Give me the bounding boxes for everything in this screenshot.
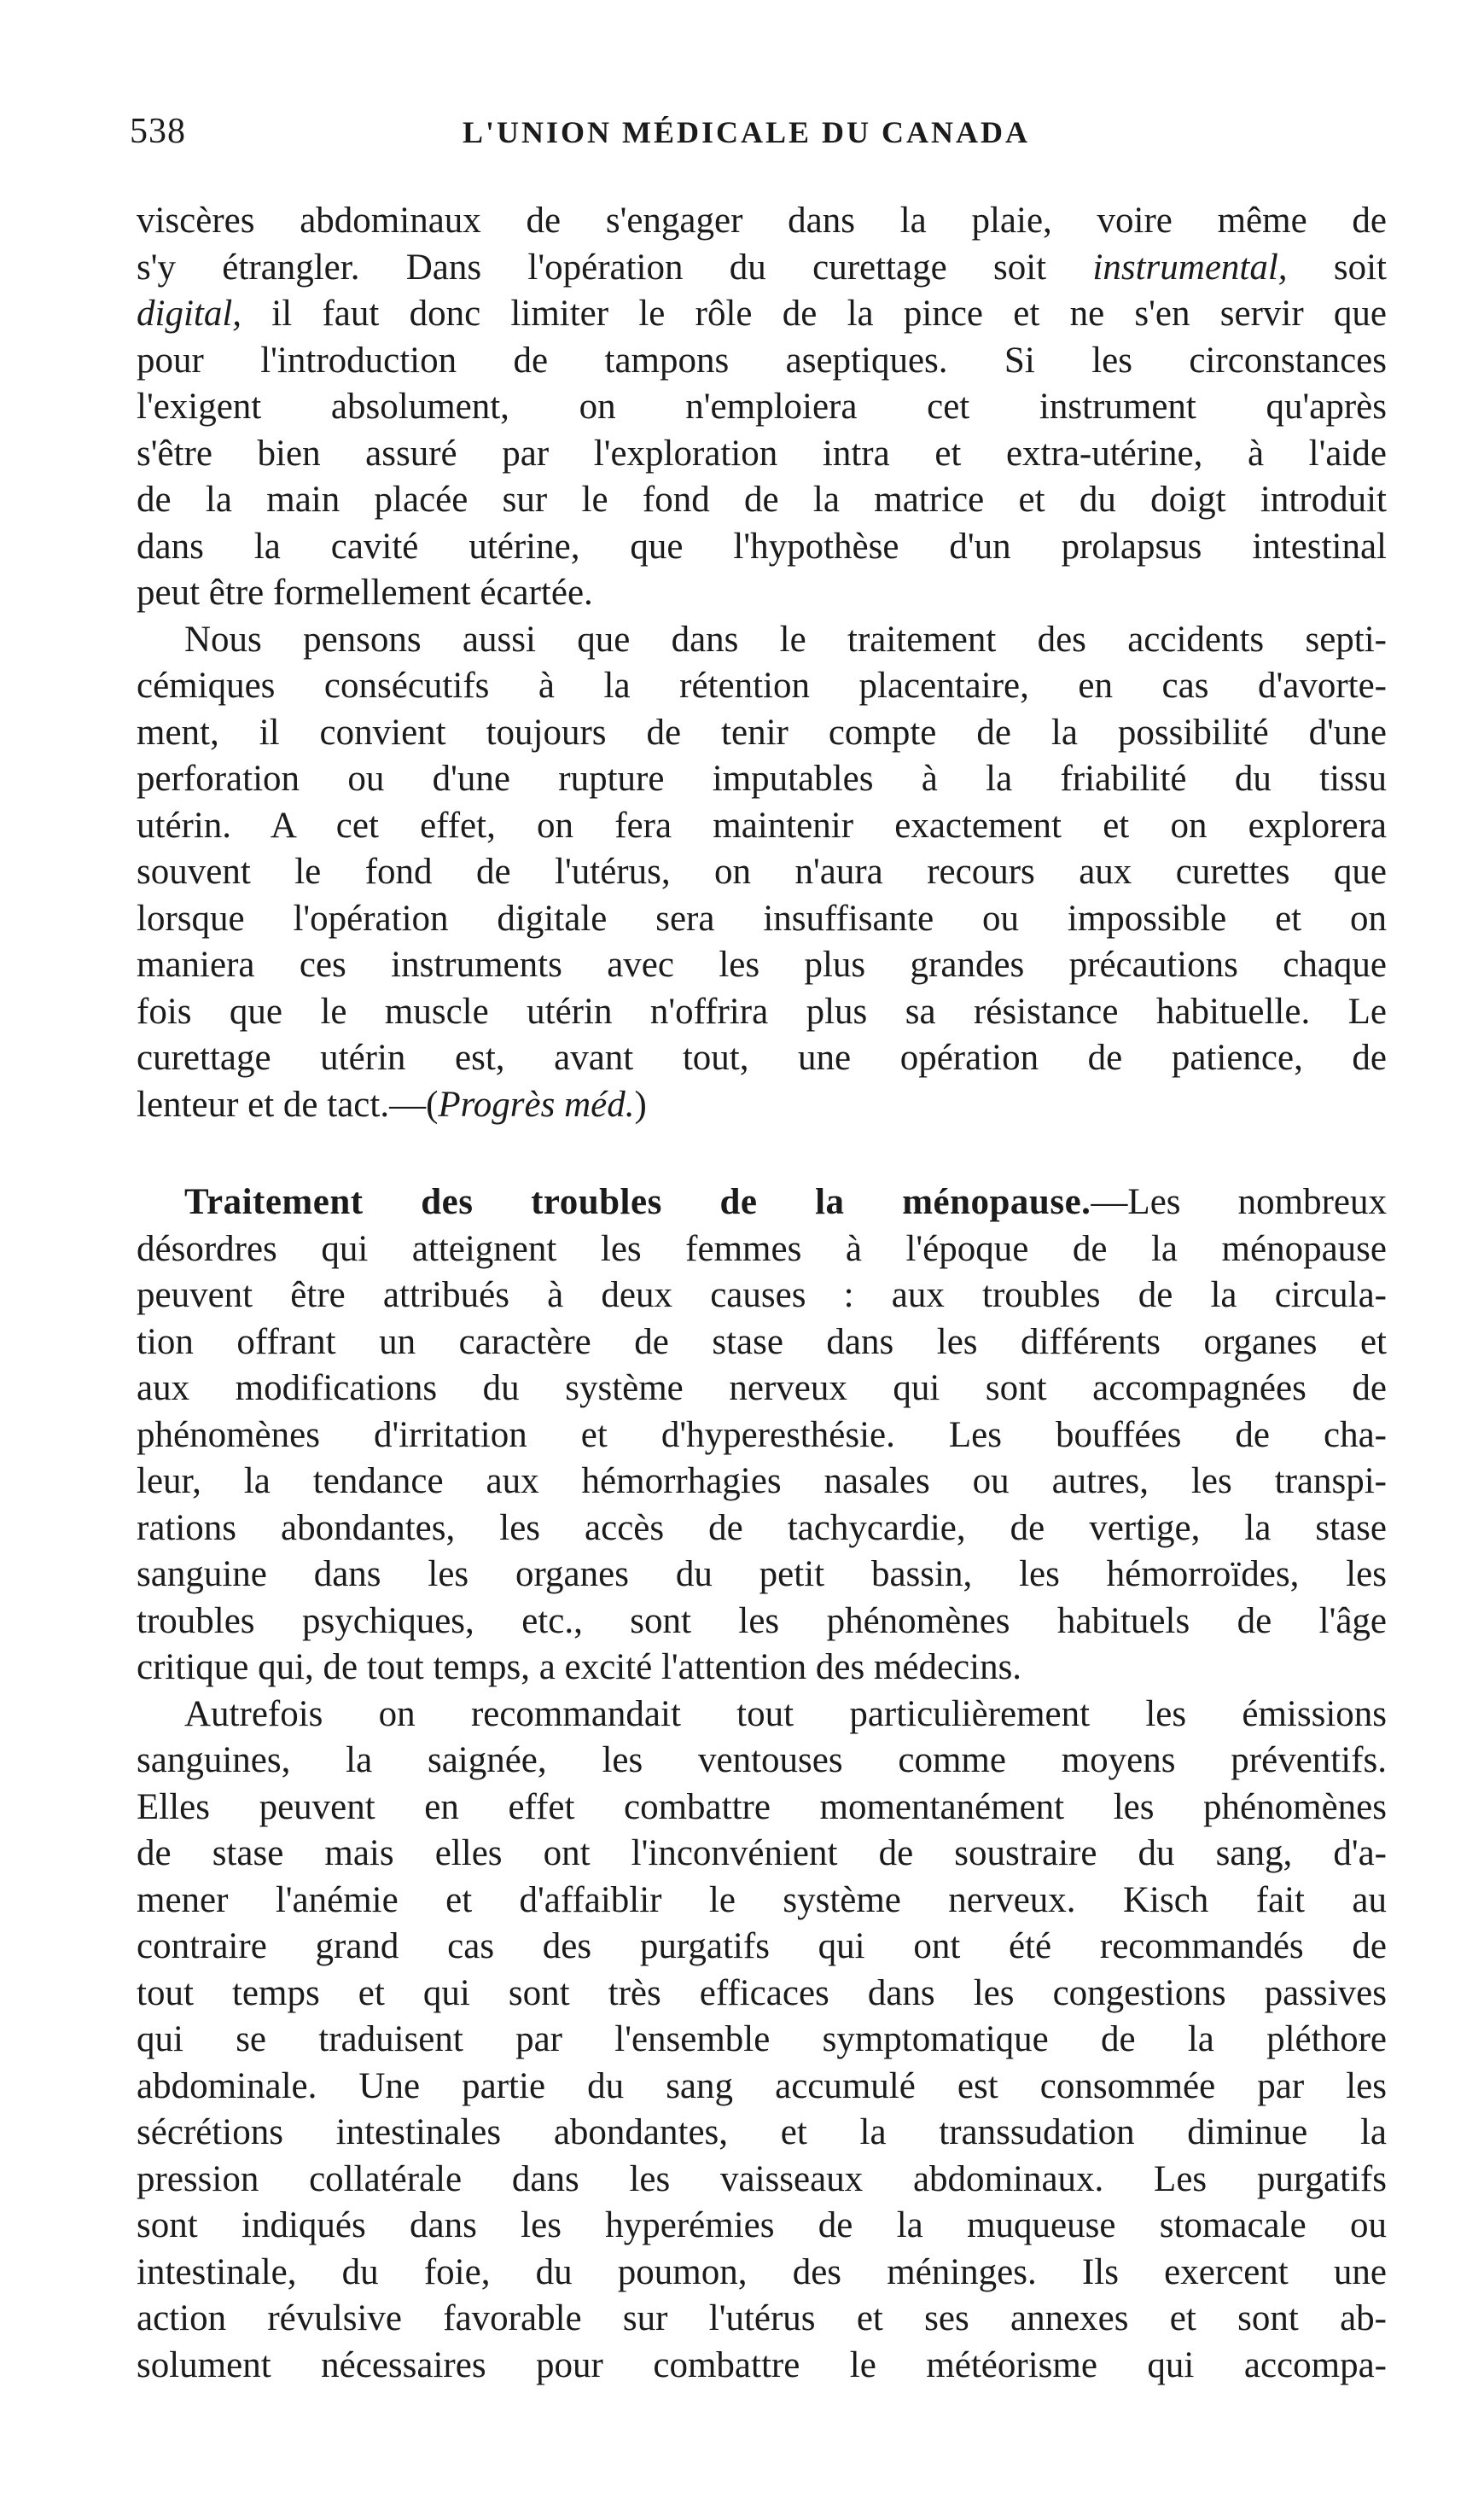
text-line: solument nécessaires pour combattre le météorisme qui accompa- xyxy=(137,2344,1387,2385)
text-line: curettage utérin est, avant tout, une opération de patience, de xyxy=(137,1038,1387,1078)
paragraph-curettage xyxy=(137,198,1387,617)
text-fragment: Les nombreux xyxy=(1127,1182,1388,1222)
text-line: dans la cavité utérine, que l'hypothèse d'un prolapsus intestinal xyxy=(137,526,1387,567)
paragraph-septicemic xyxy=(137,617,1387,1129)
text-line: peuvent être attribués à deux causes : aux troubles de la circula- xyxy=(137,1275,1387,1315)
text-line: souvent le fond de l'utérus, on n'aura recours aux curettes que xyxy=(137,852,1387,892)
text-line: rations abondantes, les accès de tachycardie, de vertige, la stase xyxy=(137,1507,1387,1548)
text-line: troubles psychiques, etc., sont les phénomènes habituels de l'âge xyxy=(137,1600,1387,1641)
text-line: lenteur et de tact.—(Progrès méd.) xyxy=(137,1084,647,1125)
text-line: sanguines, la saignée, les ventouses comme moyens préventifs. xyxy=(137,1740,1387,1780)
text-line: cémiques consécutifs à la rétention placentaire, en cas d'avorte- xyxy=(137,666,1387,706)
text-line: s'être bien assuré par l'exploration intra et extra-utérine, à l'aide xyxy=(137,433,1387,474)
text-line: lorsque l'opération digitale sera insuffisante ou impossible et on xyxy=(137,898,1387,939)
text-line: maniera ces instruments avec les plus grandes précautions chaque xyxy=(137,945,1387,985)
text-line: tout temps et qui sont très efficaces dans les congestions passives xyxy=(137,1972,1387,2013)
page-number: 538 xyxy=(130,112,186,151)
text-line: de la main placée sur le fond de la matrice et du doigt introduit xyxy=(137,480,1387,520)
section-menopause xyxy=(137,1179,1387,1692)
text-line: digital, il faut donc limiter le rôle de la pince et ne s'en servir que xyxy=(137,294,1387,334)
text-line: mener l'anémie et d'affaiblir le système nerveux. Kisch fait au xyxy=(137,1879,1387,1920)
text-line: pour l'introduction de tampons aseptiques. Si les circonstances xyxy=(137,340,1387,381)
text-line: sécrétions intestinales abondantes, et la transsudation diminue la xyxy=(137,2112,1387,2152)
text-line: intestinale, du foie, du poumon, des méninges. Ils exercent une xyxy=(137,2251,1387,2292)
running-title: L'UNION MÉDICALE DU CANADA xyxy=(463,115,1031,149)
section-title: Traitement des troubles de la ménopause. xyxy=(184,1182,1091,1222)
text-line: phénomènes d'irritation et d'hyperesthésie. Les bouffées de cha- xyxy=(137,1414,1387,1455)
text-line: s'y étrangler. Dans l'opération du curettage soit instrumental, soit xyxy=(137,247,1387,288)
text-line: pression collatérale dans les vaisseaux abdominaux. Les purgatifs xyxy=(137,2158,1387,2199)
article-body xyxy=(137,198,1387,2389)
text-line: qui se traduisent par l'ensemble symptomatique de la pléthore xyxy=(137,2019,1387,2059)
text-line: fois que le muscle utérin n'offrira plus sa résistance habituelle. Le xyxy=(137,991,1387,1032)
text-line: peut être formellement écartée. xyxy=(137,573,593,613)
text-line: l'exigent absolument, on n'emploiera cet instrument qu'après xyxy=(137,387,1387,427)
section-heading-line xyxy=(137,1179,1387,1226)
text-line: utérin. A cet effet, on fera maintenir exactement et on explorera xyxy=(137,805,1387,846)
text-line: ment, il convient toujours de tenir compte de la possibilité d'une xyxy=(137,712,1387,753)
text-line: sanguine dans les organes du petit bassin, les hémorroïdes, les xyxy=(137,1554,1387,1594)
text-line: sont indiqués dans les hyperémies de la muqueuse stomacale ou xyxy=(137,2205,1387,2245)
text-line: Elles peuvent en effet combattre momentanément les phénomènes xyxy=(137,1786,1387,1827)
title-dash: — xyxy=(1091,1182,1128,1222)
text-line: Nous pensons aussi que dans le traitement des accidents septi- xyxy=(184,619,1387,660)
text-line: leur, la tendance aux hémorrhagies nasales ou autres, les transpi- xyxy=(137,1461,1387,1501)
text-line: critique qui, de tout temps, a excité l'attention des médecins. xyxy=(137,1647,1022,1687)
page-header xyxy=(130,111,1410,162)
text-line: désordres qui atteignent les femmes à l'époque de la ménopause xyxy=(137,1228,1387,1269)
text-line: tion offrant un caractère de stase dans les différents organes et xyxy=(137,1321,1387,1362)
text-line: viscères abdominaux de s'engager dans la plaie, voire même de xyxy=(137,201,1387,241)
text-line: abdominale. Une partie du sang accumulé est consommée par les xyxy=(137,2065,1387,2106)
text-line: Autrefois on recommandait tout particulièrement les émissions xyxy=(184,1693,1387,1734)
paragraph-purgatives xyxy=(137,1692,1387,2390)
text-line: aux modifications du système nerveux qui sont accompagnées de xyxy=(137,1368,1387,1408)
text-line: contraire grand cas des purgatifs qui ont été recommandés de xyxy=(137,1926,1387,1966)
text-line: perforation ou d'une rupture imputables à la friabilité du tissu xyxy=(137,759,1387,799)
section-spacer xyxy=(137,1128,1387,1179)
text-line: de stase mais elles ont l'inconvénient de soustraire du sang, d'a- xyxy=(137,1833,1387,1873)
text-line: action révulsive favorable sur l'utérus et ses annexes et sont ab- xyxy=(137,2298,1387,2338)
